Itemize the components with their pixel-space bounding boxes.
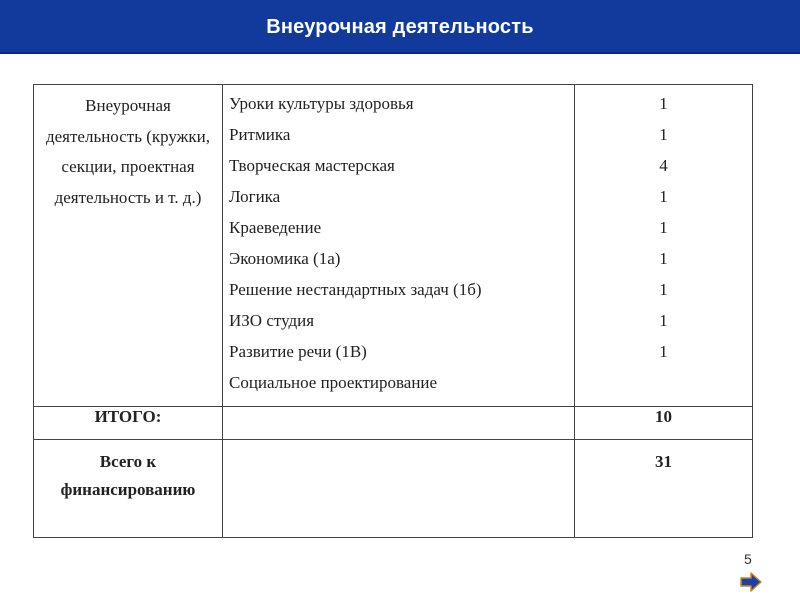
funding-empty-cell	[223, 440, 575, 538]
course-item: Логика	[229, 187, 281, 206]
hours-list	[575, 85, 752, 398]
total-value: 10	[575, 407, 753, 440]
course-item: Экономика (1а)	[229, 249, 341, 268]
header-divider	[0, 52, 800, 54]
funding-value: 31	[655, 452, 672, 471]
course-item: Ритмика	[229, 125, 291, 144]
activities-table	[33, 84, 753, 538]
course-hours: 1	[659, 342, 668, 361]
total-row	[34, 407, 753, 440]
funding-row	[34, 440, 753, 538]
course-hours: 1	[659, 125, 668, 144]
total-empty-cell	[223, 407, 575, 440]
course-item: Творческая мастерская	[229, 156, 395, 175]
course-hours: 1	[659, 187, 668, 206]
category-label: Внеурочная деятельность (кружки, секции, проектная деятельность и т. д.)	[45, 96, 211, 207]
funding-label-cell	[34, 440, 223, 538]
slide-title: Внеурочная деятельность	[266, 15, 534, 38]
course-item: Социальное проектирование	[229, 373, 438, 392]
category-cell	[34, 85, 223, 407]
course-list	[223, 85, 574, 398]
next-slide-button[interactable]	[740, 572, 762, 592]
course-hours	[575, 367, 752, 398]
course-hours: 4	[659, 156, 668, 175]
course-hours: 1	[659, 280, 668, 299]
course-hours: 1	[659, 249, 668, 268]
funding-label: Всего к финансированию	[60, 452, 196, 499]
course-item: ИЗО студия	[229, 311, 315, 330]
slide-number: 5	[744, 551, 752, 567]
course-item: Развитие речи (1В)	[229, 342, 367, 361]
funding-value-cell	[575, 440, 753, 538]
slide-header	[0, 0, 800, 54]
courses-cell	[223, 85, 575, 407]
arrow-right-icon	[740, 572, 762, 592]
course-hours: 1	[659, 311, 668, 330]
total-label: ИТОГО:	[34, 407, 223, 440]
course-item: Решение нестандартных задач (1б)	[229, 280, 482, 299]
course-item: Уроки культуры здоровья	[229, 94, 414, 113]
course-item: Краеведение	[229, 218, 322, 237]
table-row	[34, 85, 753, 407]
course-hours: 1	[659, 94, 668, 113]
course-hours: 1	[659, 218, 668, 237]
hours-cell	[575, 85, 753, 407]
